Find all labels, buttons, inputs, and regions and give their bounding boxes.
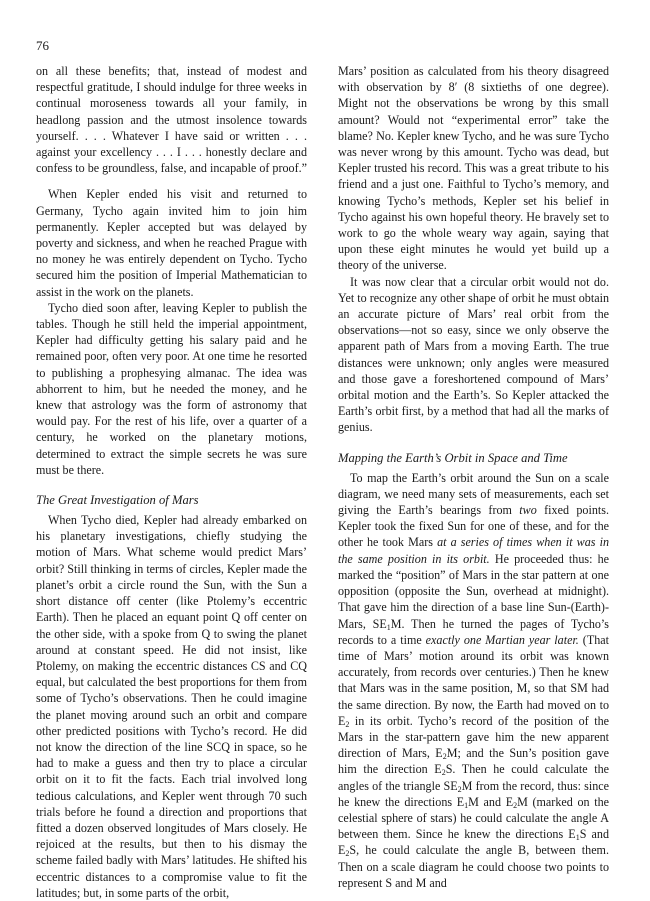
subscript: 2 (345, 719, 350, 729)
body-paragraph: It was now clear that a circular orbit would not do. Yet to recognize any other shape of orbit he must obtain an accurate picture of Mars’ real orbit from the observations—not so easy, since we only observe the apparent path of Mars from a moving Earth. The true distances were unknown; only angles were measured and those gave a foreshortened compound of Mars’ orbital motion and the Earth’s. So Kepler attacked the Earth’s orbit first, by a method that had all the marks of genius. (338, 274, 609, 435)
emphasis: exactly one Martian year later. (425, 632, 579, 647)
emphasis: two (519, 503, 537, 518)
subscript: 1 (464, 800, 469, 810)
emphasis: at a series of times when it was in the same position in its orbit. (338, 535, 610, 566)
section-heading: Mapping the Earth’s Orbit in Space and Time (338, 450, 568, 465)
subscript: 1 (575, 833, 580, 843)
body-paragraph: Tycho died soon after, leaving Kepler to publish the tables. Though he still held the imperial appointment, Kepler had difficulty getting his salary paid and he remained poor, often very poor. At one time he resorted to publishing a prophesying almanac. The idea was abhorrent to him, but he needed the money, and he knew that astrology was the form of astronomy that would pay. For the rest of his life, over a quarter of a century, he worked on the planetary motions, determined to extract the simple secrets he was sure must be there. (36, 300, 307, 477)
body-paragraph: When Tycho died, Kepler had already embarked on his planetary investigations, chiefly studying the motion of Mars. What scheme would predict Mars’ orbit? Still thinking in terms of circles, Kepler made the planet’s orbit a circle round the Sun, with the Sun a short distance off center (like Ptolemy’s eccentric Earth). Then he placed an equant point Q off center on the other side, with a spoke from Q to swing the planet around at constant speed. He did not insist, like Ptolemy, on making the eccentric distances CS and CQ equal, but calculated the best proportions for them from some of Tycho’s observations. Then he could imagine the planet moving around such an orbit and compare other predicted positions with Tycho’s record. He did not know the direction of the line SCQ in space, so he had to make a guess and then try to place a circular orbit on it to fit the facts. Each trial involved long tedious calculations, and Kepler went through 70 such trials before he found a direction and proportions that fitted a dozen observed longitudes of Mars closely. He rejoiced at the results, but then to his dismay the scheme failed badly with Mars’ latitudes. He shifted his eccentric distances to a compromise value to fit the latitudes; but, in some parts of the orbit, (36, 513, 307, 900)
right-column (338, 63, 609, 891)
subscript: 2 (513, 800, 518, 810)
subscript: 2 (345, 849, 350, 859)
subscript: 2 (442, 752, 447, 762)
subscript: 2 (457, 784, 462, 794)
section-heading: The Great Investigation of Mars (36, 493, 199, 508)
quote-paragraph: on all these benefits; that, instead of modest and respectful gratitude, I should indulge for three weeks in continual moroseness towards all your family, in headlong passion and the utmost insolence towards yourself. . . . Whatever I have said or written . . . against your excellency . . . I . . . honestly declare and confess to be groundless, false, and incapable of proof.” (36, 64, 308, 176)
body-paragraph: Mars’ position as calculated from his theory disagreed with observation by 8′ (8 sixtieths of one degree). Might not the observations be wrong by this small amount? Would not “experimental error” take the blame? No. Kepler knew Tycho, and he was sure Tycho was never wrong by this amount. Tycho was dead, but Kepler trusted his record. This was a great tribute to his friend and a just one. Faithful to Tycho’s memory, and knowing Tycho’s methods, Kepler set his belief in Tycho against his own hopeful theory. He bravely set to work to go the whole weary way again, saying that upon these eight minutes he would yet build up a theory of the universe. (338, 64, 609, 273)
subscript: 2 (441, 768, 446, 778)
body-paragraph: When Kepler ended his visit and returned to Germany, Tycho again invited him to join him permanently. Kepler accepted but was delayed by poverty and sickness, and when he reached Prague with no money he was entirely dependent on Tycho. Tycho secured him the position of Imperial Mathematician to assist in the work on the planets. (36, 187, 307, 299)
left-column (36, 63, 307, 901)
subscript: 1 (386, 622, 391, 632)
page-number: 76 (36, 38, 49, 53)
body-paragraph: To map the Earth’s orbit around the Sun on a scale diagram, we need many sets of measurements, each set giving the Earth’s bearings from two fixed points. Kepler took the fixed Sun for one of these, and for the other he took Mars at a series of times when it was in the same position in its orbit. He proceeded thus: he marked the “position” of Mars in the star pattern at one opposition (opposite the Sun, overhead at midnight). That gave him the direction of a base line Sun-(Earth)-Mars, $SE_1M$. Then he turned the pages of Tycho’s records to a time exactly one Martian year later. (That time of Mars’ motion around its orbit was known accurately, from records over centuries.) Then he knew that Mars was in the same position, M, so that SM had the same direction. By now, the Earth had moved on to $E_2$ in its orbit. Tycho’s record of the position of the Mars in the star-pattern gave him the new apparent direction of Mars, $E_2M$; and the Sun’s position gave him the direction $E_2S$. Then he could calculate the angles of the triangle $SE_2M$ from the record, thus: since he knew the directions $E_1M$ and $E_2M$ (marked on the celestial sphere of stars) he could calculate the angle A between them. Since he knew the directions $E_1S$ and $E_2S$, he could calculate the angle B, between them. Then on a scale diagram he could choose two points to represent S and M and (338, 470, 610, 890)
